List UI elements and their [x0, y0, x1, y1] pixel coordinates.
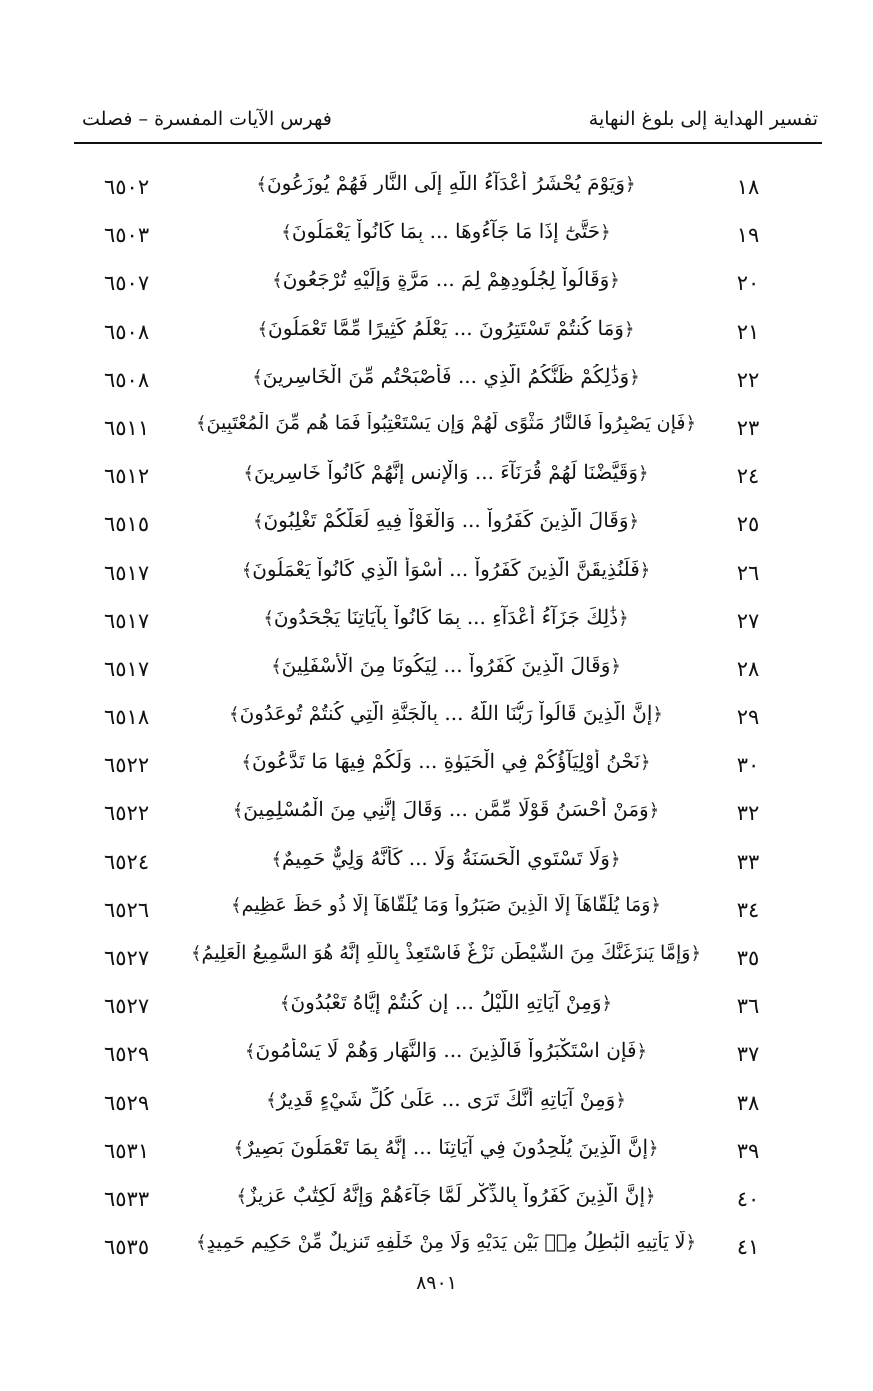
ornate-bracket-open: ﴿	[650, 894, 661, 916]
ayah-words: وَقَالَ الَّذِينَ كَفَرُواْ ... لِيَكُونَا مِنَ الْأَسْفَلِينَ	[281, 652, 611, 677]
ornate-bracket-close: ﴾	[244, 1041, 256, 1063]
ayah-number: ٢٦	[736, 560, 760, 585]
ornate-bracket-close: ﴾	[241, 752, 252, 774]
ornate-bracket-close: ﴾	[243, 463, 254, 485]
table-row	[74, 211, 822, 259]
ornate-bracket-open: ﴿	[685, 1232, 697, 1254]
ayah-number: ٤١	[736, 1235, 760, 1260]
ayah-words: لَّا يَأْتِيهِ الْبَٰطِلُ مِنۢ بَيْنِ يَدَيْهِ وَلَا مِنْ خَلْفِهِ تَنزِيلٌ مِّنْ حَكِيمٍ حَمِيدٍ	[206, 1231, 686, 1254]
ornate-bracket-open: ﴿	[640, 752, 651, 774]
running-header	[74, 102, 822, 142]
ornate-bracket-close: ﴾	[271, 655, 282, 677]
ayah-words: وَمَنْ أَحْسَنُ قَوْلًا مِّمَّن ... وَقَالَ إِنَّنِي مِنَ الْمُسْلِمِينَ	[243, 797, 649, 822]
ornate-bracket-open: ﴿	[601, 993, 613, 1015]
ayah-number: ١٩	[736, 223, 760, 248]
ornate-bracket-close: ﴾	[231, 894, 242, 916]
ayah-words: حَتَّىٰٓ إِذَا مَا جَآءُوهَا ... بِمَا كَانُواْ يَعْمَلُونَ	[291, 219, 601, 244]
ayah-text	[202, 1038, 690, 1062]
page-reference: ٦٥٢٤	[104, 849, 150, 874]
ayah-words: فَإِن يَصْبِرُواْ فَالنَّارُ مَثْوًى لَّهُمْ وَإِن يَسْتَعْتِبُواْ فَمَا هُم مِّنَ الْمُعْتَبِينَ	[206, 411, 686, 434]
page-reference: ٦٥٢٧	[104, 994, 150, 1019]
ayah-words: وَقَالَ الَّذِينَ كَفَرُواْ ... وَالْغَوْاْ فِيهِ لَعَلَّكُمْ تَغْلِبُونَ	[263, 508, 629, 533]
ornate-bracket-open: ﴿	[685, 412, 697, 434]
ayah-number: ٢٣	[736, 415, 760, 440]
ornate-bracket-close: ﴾	[263, 607, 274, 629]
ayah-words: وَمِنْ آيَاتِهِ اللَّيْلُ ... إِن كُنتُمْ إِيَّاهُ تَعْبُدُونَ	[290, 990, 602, 1015]
ayah-text	[170, 942, 722, 964]
header-rule	[74, 142, 822, 144]
ayah-words: وَقَيَّضْنَا لَهُمْ قُرَنَآءَ ... وَالْإِنسِ إِنَّهُمْ كَانُواْ خَاسِرِينَ	[253, 460, 639, 485]
ayah-text	[202, 846, 690, 870]
ayah-number: ٢٥	[736, 512, 760, 537]
ayah-text	[202, 557, 690, 581]
ayah-number: ٢٠	[736, 271, 760, 296]
ornate-bracket-open: ﴿	[648, 1137, 659, 1159]
ayah-text	[202, 1087, 690, 1111]
ayah-words: وَإِمَّا يَنزَغَنَّكَ مِنَ الشَّيْطَٰنِ نَزْغٌ فَاسْتَعِذْ بِاللَّهِ إِنَّهُ هُوَ السَّمِيعُ الْعَلِيمُ	[201, 942, 691, 964]
ayah-number: ٢٨	[736, 656, 760, 681]
page-reference: ٦٥٠٢	[104, 175, 150, 199]
ornate-bracket-close: ﴾	[195, 412, 207, 434]
table-row	[74, 404, 822, 452]
ayah-words: وَيَوْمَ يُحْشَرُ أَعْدَآءُ اللَّهِ إِلَى النَّارِ فَهُمْ يُوزَعُونَ	[266, 171, 626, 195]
table-row	[74, 1079, 822, 1127]
table-row	[74, 597, 822, 645]
ayah-text	[170, 894, 722, 916]
page-reference: ٦٥٢٢	[104, 801, 150, 826]
page-reference: ٦٥٢٧	[104, 946, 150, 970]
ayah-number: ٣٣	[736, 849, 760, 874]
ayah-words: وَقَالُواْ لِجُلُودِهِمْ لِمَ ... مَرَّةٍ وَإِلَيْهِ تُرْجَعُونَ	[282, 267, 610, 292]
page-reference: ٦٥١١	[104, 415, 150, 440]
ornate-bracket-close: ﴾	[279, 993, 291, 1015]
ayah-text	[202, 1183, 690, 1207]
page-reference: ٦٥٣٥	[104, 1235, 150, 1260]
page-reference: ٦٥١٧	[104, 608, 150, 633]
ayah-number: ٤٠	[736, 1186, 760, 1211]
ayah-number: ٣٨	[736, 1090, 760, 1115]
page-reference: ٦٥٠٣	[104, 223, 150, 248]
ayah-number: ٣٧	[736, 1042, 760, 1067]
ayah-words: وَمَا يُلَقَّاهَآ إِلَّا الَّذِينَ صَبَرُواْ وَمَا يُلَقَّاهَآ إِلَّا ذُو حَظٍّ عَظِيمٍ	[241, 893, 651, 916]
table-row	[74, 1127, 822, 1175]
ornate-bracket-open: ﴿	[638, 463, 649, 485]
ornate-bracket-open: ﴿	[648, 800, 660, 822]
table-row	[74, 1030, 822, 1078]
ayah-text	[170, 1231, 722, 1253]
ornate-bracket-close: ﴾	[229, 704, 240, 726]
page-reference: ٦٥١٨	[104, 705, 150, 730]
ayah-text	[202, 653, 690, 677]
ayah-words: إِنَّ الَّذِينَ كَفَرُواْ بِالذِّكْرِ لَمَّا جَآءَهُمْ وَإِنَّهُ لَكِتَٰبٌ عَزِيزٌ	[246, 1182, 646, 1207]
ayah-number: ٢٢	[736, 367, 760, 392]
page-reference: ٦٥٣١	[104, 1138, 150, 1163]
ornate-bracket-open: ﴿	[615, 1089, 626, 1111]
table-row	[74, 163, 822, 211]
ornate-bracket-open: ﴿	[690, 943, 701, 964]
page-reference: ٦٥٢٢	[104, 753, 150, 778]
table-row	[74, 789, 822, 837]
page-reference: ٦٥١٧	[104, 656, 150, 681]
ayah-text	[202, 797, 690, 821]
ayah-number: ٣٢	[736, 801, 760, 826]
ayah-number: ٣٦	[736, 994, 760, 1019]
ornate-bracket-close: ﴾	[236, 1185, 247, 1207]
ornate-bracket-close: ﴾	[266, 1089, 277, 1111]
table-row	[74, 934, 822, 982]
page-reference: ٦٥١٢	[104, 464, 150, 489]
table-row	[74, 259, 822, 307]
ornate-bracket-close: ﴾	[232, 800, 244, 822]
ayah-text	[202, 701, 690, 725]
table-row	[74, 741, 822, 789]
section-title: فهرس الآيات المفسرة – فصلت	[82, 108, 332, 130]
ayah-number: ١٨	[736, 175, 760, 199]
ayah-number: ٢٧	[736, 608, 760, 633]
ayah-text	[202, 364, 690, 388]
ayah-text	[202, 267, 690, 291]
ayah-words: إِنَّ الَّذِينَ يُلْحِدُونَ فِي آيَاتِنَا ... إِنَّهُ بِمَا تَعْمَلُونَ بَصِيرٌ	[243, 1134, 649, 1159]
ayah-words: فَإِنِ اسْتَكْبَرُواْ فَالَّذِينَ ... وَالنَّهَارِ وَهُمْ لَا يَسْأَمُونَ	[255, 1038, 637, 1063]
ornate-bracket-open: ﴿	[609, 848, 621, 870]
ornate-bracket-close: ﴾	[256, 174, 267, 195]
ornate-bracket-close: ﴾	[195, 1232, 207, 1254]
ornate-bracket-open: ﴿	[645, 1185, 656, 1207]
table-row	[74, 886, 822, 934]
ornate-bracket-open: ﴿	[652, 704, 663, 726]
page-reference: ٦٥٠٧	[104, 271, 150, 296]
ayah-text	[202, 990, 690, 1014]
ayah-number: ٣٠	[736, 753, 760, 778]
ornate-bracket-close: ﴾	[252, 366, 263, 388]
ayah-number: ٣٤	[736, 897, 760, 922]
ayah-number: ٢٩	[736, 705, 760, 730]
ornate-bracket-open: ﴿	[610, 655, 621, 677]
table-row	[74, 1175, 822, 1223]
ornate-bracket-open: ﴿	[623, 318, 635, 340]
table-row	[74, 452, 822, 500]
ornate-bracket-open: ﴿	[639, 559, 651, 581]
ornate-bracket-close: ﴾	[241, 559, 253, 581]
ayah-words: إِنَّ الَّذِينَ قَالُواْ رَبُّنَا اللَّهُ ... بِالْجَنَّةِ الَّتِي كُنتُمْ تُوعَدُونَ	[239, 701, 653, 726]
page-reference: ٦٥٢٦	[104, 897, 150, 922]
table-row	[74, 500, 822, 548]
verse-index-table	[74, 163, 822, 1271]
ayah-text	[170, 412, 722, 434]
ornate-bracket-close: ﴾	[272, 270, 283, 292]
page-reference: ٦٥١٥	[104, 512, 150, 537]
page-reference: ٦٥٠٨	[104, 319, 150, 344]
book-title: تفسير الهداية إلى بلوغ النهاية	[588, 108, 818, 130]
ayah-words: ذَٰلِكَ جَزَآءُ أَعْدَآءِ ... بِمَا كَانُواْ بِآيَاتِنَا يَجْحَدُونَ	[273, 604, 619, 629]
ornate-bracket-open: ﴿	[628, 511, 640, 533]
ayah-words: فَلَنُذِيقَنَّ الَّذِينَ كَفَرُواْ ... أَسْوَأَ الَّذِي كَانُواْ يَعْمَلُونَ	[252, 556, 640, 581]
ayah-words: وَمِنْ آيَاتِهِ أَنَّكَ تَرَى ... عَلَىٰ كُلِّ شَيْءٍ قَدِيرٌ	[276, 1086, 616, 1111]
ayah-text	[202, 1135, 690, 1159]
page-reference: ٦٥١٧	[104, 560, 150, 585]
ornate-bracket-open: ﴿	[609, 270, 620, 292]
table-row	[74, 549, 822, 597]
ornate-bracket-close: ﴾	[281, 222, 292, 244]
ayah-words: وَلَا تَسْتَوِي الْحَسَنَةُ وَلَا ... كَأَنَّهُ وَلِيٌّ حَمِيمٌ	[282, 845, 610, 870]
ayah-text	[202, 316, 690, 340]
table-row	[74, 693, 822, 741]
page-reference: ٦٥٠٨	[104, 367, 150, 392]
table-row	[74, 645, 822, 693]
table-row	[74, 838, 822, 886]
table-row	[74, 356, 822, 404]
ornate-bracket-close: ﴾	[252, 511, 264, 533]
page-reference: ٦٥٢٩	[104, 1042, 150, 1067]
table-row	[74, 982, 822, 1030]
ayah-text	[202, 171, 690, 195]
ayah-text	[202, 749, 690, 773]
ornate-bracket-open: ﴿	[636, 1041, 648, 1063]
ayah-text	[202, 508, 690, 532]
ayah-number: ٣٩	[736, 1138, 760, 1163]
ayah-text	[202, 460, 690, 484]
ayah-words: وَمَا كُنتُمْ تَسْتَتِرُونَ ... يَعْلَمُ كَثِيرًا مِّمَّا تَعْمَلُونَ	[268, 315, 624, 340]
ornate-bracket-close: ﴾	[191, 943, 202, 964]
page-reference: ٦٥٣٣	[104, 1186, 150, 1211]
ayah-text	[202, 605, 690, 629]
ayah-number: ٢١	[736, 319, 760, 344]
ayah-words: نَحْنُ أَوْلِيَآؤُكُمْ فِي الْحَيَوٰةِ ... وَلَكُمْ فِيهَا مَا تَدَّعُونَ	[251, 749, 641, 774]
table-row	[74, 1223, 822, 1271]
ornate-bracket-close: ﴾	[233, 1137, 244, 1159]
ayah-text	[202, 219, 690, 243]
ayah-number: ٢٤	[736, 464, 760, 489]
ayah-words: وَذَٰلِكُمْ ظَنُّكُمُ الَّذِي ... فَأَصْبَحْتُم مِّنَ الْخَاسِرِينَ	[262, 363, 630, 388]
ornate-bracket-open: ﴿	[625, 174, 636, 195]
ornate-bracket-open: ﴿	[629, 366, 640, 388]
ornate-bracket-close: ﴾	[271, 848, 283, 870]
page-reference: ٦٥٢٩	[104, 1090, 150, 1115]
ornate-bracket-close: ﴾	[257, 318, 269, 340]
ayah-number: ٣٥	[736, 946, 760, 970]
ornate-bracket-open: ﴿	[600, 222, 611, 244]
table-row	[74, 308, 822, 356]
ornate-bracket-open: ﴿	[618, 607, 629, 629]
page-number: ٨٩٠١	[416, 1272, 457, 1294]
